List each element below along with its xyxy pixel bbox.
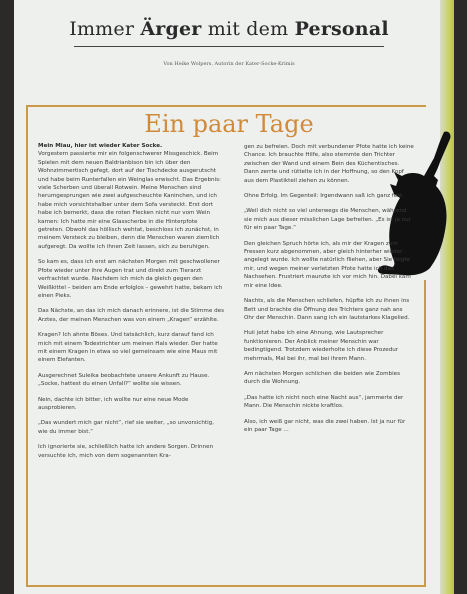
paragraph: So kam es, dass ich erst am nächsten Morgen mit geschwollener Pfote wieder unter ihre Augen trat und direkt zum Tierarzt verfrachtet wurde. Nachdem ich mich da gleich gegen den Weißkittel – beiden am Ende erfolglos – gewehrt hatte, bekam ich einen Pieks. xyxy=(38,259,223,299)
page-fold-edge xyxy=(440,0,454,594)
paragraph: Ausgerechnet Suleika beobachtete unsere Ankunft zu Hause. „Socke, hattest du einen Unfall?“ wollte sie wissen. xyxy=(38,372,210,388)
paragraph: Den gleichen Spruch hörte ich, als mir der Kragen zum Fressen kurz abgenommen, aber gleich hinterher wieder angelegt wurde. Ich wollte natürlich fliehen, aber Sie folgte mir, und wegen meiner verletzten Pfote hatte ich das Nachsehen. Frustriert maunzte ich vor mich hin. Dabei kam mir eine Idee. xyxy=(244,240,411,289)
paragraph: „Das wundert mich gar nicht“, rief sie weiter, „so unvorsichtig, wie du immer bist.“ xyxy=(38,420,214,435)
article-title: Ein paar Tage xyxy=(144,110,314,138)
article-frame-corner xyxy=(414,105,426,107)
column-title xyxy=(14,18,444,40)
paragraph: „Das hatte ich nicht noch eine Nacht aus“, jammerte der Mann. Die Menschin nickte kraftlos. xyxy=(244,394,404,410)
paragraph: Also, ich weiß gar nicht, was die zwei haben. Ist ja nur für ein paar Tage ... xyxy=(244,418,406,433)
paragraph: Huii jetzt habe ich eine Ahnung, wie Lautsprecher funktionieren. Der Anblick meiner Menschin war bedingtigend. Trotzdem wiederholte ich diese Prozedur mehrmals, Mal bei ihr, mal bei ihrem Mann. xyxy=(244,330,399,362)
paragraph: Nein, dachte ich bitter, ich wollte nur eine neue Mode ausprobieren. xyxy=(38,396,189,411)
paragraph: gen zu befreien. Doch mit verbundener Pfote hatte ich keine Chance. Ich brauchte Hilfe, also stemmte den Trichter zwischen der Wand und einem Bein des Küchentisches. Dann zerrte und rüttelte ich in der Hoffnung, so den Kopf aus dem Plastikteil ziehen zu können. xyxy=(244,144,414,184)
paragraph: Am nächsten Morgen schlichen die beiden wie Zombies durch die Wohnung. xyxy=(244,370,401,386)
paragraph: Das Nächste, an das ich mich danach erinnere, ist die Stimme des Arztes, der meinen Menschen was von einem „Kragen“ erzählte. xyxy=(38,308,224,323)
column-title-bold-2: Personal xyxy=(294,18,389,40)
article-lead: Mein Miau, hier ist wieder Kater Socke. xyxy=(38,143,163,149)
article-frame-right xyxy=(424,280,426,585)
paragraph: Kragen? Ich ahnte Böses. Und tatsächlich, kurz darauf fand ich mich mit einem Todestrichter um meinen Hals wieder. Der hatte mit einem Kragen in etwa so viel gemeinsam wie eine Maus mit einem Elefanten. xyxy=(38,332,218,364)
paragraph: Vorgestern passierte mir ein folgenschwerer Missgeschick. Beim Spielen mit dem neuen Baldrianbison bin ich über den Wohnzimmertisch gefegt, dort auf der Tischdecke ausgerutscht und habe beim Runterfallen ein Weinglas erwischt. Das Ergebnis: viele Scherben und überall Rotwein. Meine Menschen sind herumgesprungen wie zwei aufgescheuchte Kaninchen, und ich habe mich vorsichtshalber unter dem Sofa versteckt. Erst dort habe ich bemerkt, dass die roten Flecken nicht nur vom Wein kamen: Ich hatte mir eine Glasscherbe in die Hinterpfote getreten. Obwohl das höllisch wehtat, beschloss ich zunächst, in meinem Versteck zu bleiben, denn die Menschen waren ziemlich aufgeregt. Da wollte ich ihnen Zeit lassen, sich zu beruhigen. xyxy=(38,151,221,250)
paragraph: „Weil dich nicht so viel unterwegs die Menschen, während sie mich aus dieser misslichen Lage befreiten. „Es ist ja nur für ein paar Tage.“ xyxy=(244,208,411,232)
article-column-left xyxy=(38,142,224,467)
byline: Von Heike Wolpers, Autorin der Kater-Socke-Krimis xyxy=(163,61,295,67)
header-rule xyxy=(74,46,384,47)
paragraph: Ohne Erfolg. Im Gegenteil: Irgendwann saß ich ganz fest. xyxy=(244,193,405,200)
magazine-page xyxy=(14,0,454,594)
column-title-part: mit dem xyxy=(201,18,295,40)
paragraph: Nachts, als die Menschen schliefen, hüpfte ich zu ihnen ins Bett und brachte die Öffnung des Trichters ganz nah ans Ohr der Menschin. Dann sang ich ein lautstarkes Klagelied. xyxy=(244,298,410,321)
column-title-part: Immer xyxy=(69,18,141,40)
column-title-bold-1: Ärger xyxy=(140,18,202,40)
paragraph: Ich ignorierte sie, schließlich hatte ich andere Sorgen. Drinnen versuchte ich, mich von dem sogenannten Kra- xyxy=(38,444,214,459)
article-column-right xyxy=(244,143,414,441)
